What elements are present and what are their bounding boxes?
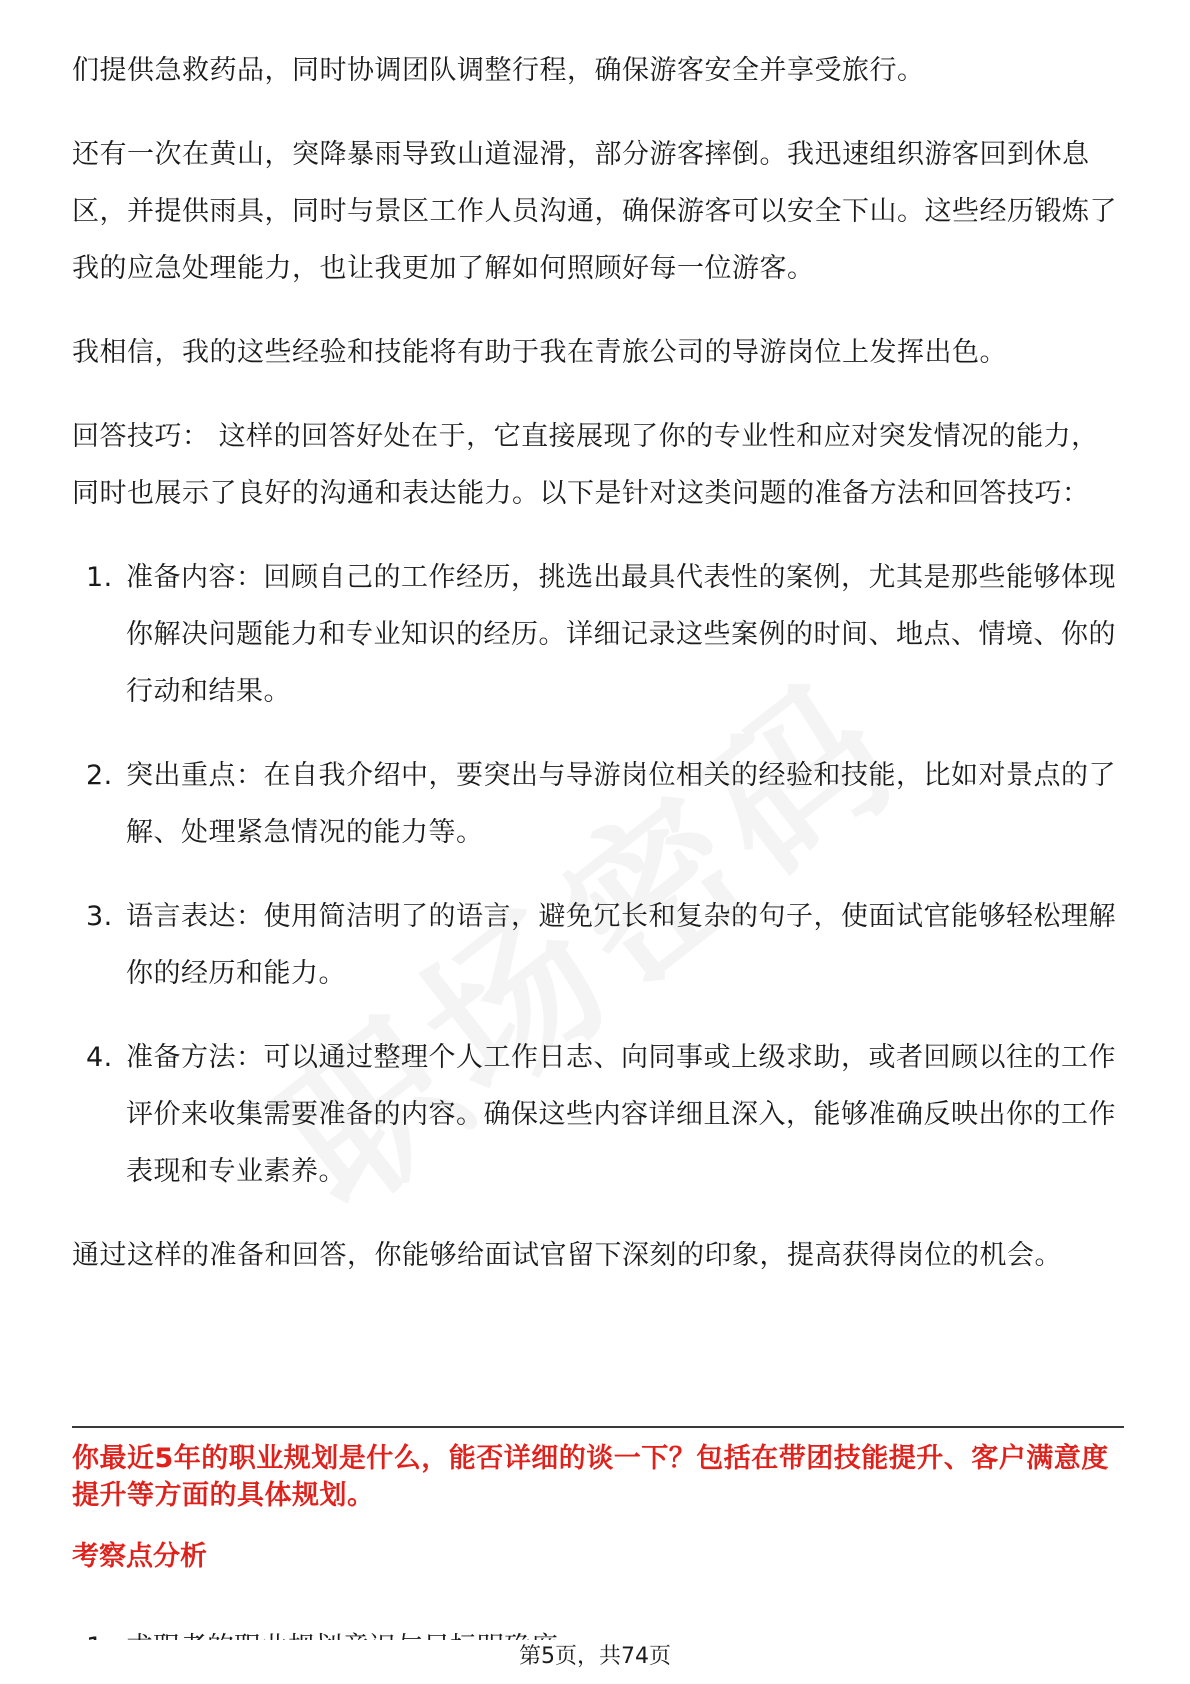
list-item bbox=[72, 1029, 1122, 1200]
list-item-text: 准备内容：回顾自己的工作经历，挑选出最具代表性的案例，尤其是那些能够体现你解决问题能力和专业知识的经历。详细记录这些案例的时间、地点、情境、你的行动和结果。 bbox=[126, 562, 1116, 707]
list-item-number: 4. bbox=[86, 1042, 113, 1073]
paragraph: 还有一次在黄山，突降暴雨导致山道湿滑，部分游客摔倒。我迅速组织游客回到休息区，并提供雨具，同时与景区工作人员沟通，确保游客可以安全下山。这些经历锻炼了我的应急处理能力，也让我更加了解如何照顾好每一位游客。 bbox=[72, 139, 1117, 284]
main-content bbox=[72, 42, 1122, 1311]
list-item-text: 语言表达：使用简洁明了的语言，避免冗长和复杂的句子，使面试官能够轻松理解你的经历和能力。 bbox=[126, 901, 1116, 989]
list-item-number: 3. bbox=[86, 901, 113, 932]
list-item bbox=[72, 888, 1122, 1002]
paragraph: 我相信，我的这些经验和技能将有助于我在青旅公司的导游岗位上发挥出色。 bbox=[72, 337, 1007, 368]
list-item-text: 准备方法：可以通过整理个人工作日志、向同事或上级求助，或者回顾以往的工作评价来收集需要准备的内容。确保这些内容详细且深入，能够准确反映出你的工作表现和专业素养。 bbox=[126, 1042, 1116, 1187]
question-heading: 你最近5年的职业规划是什么，能否详细的谈一下？包括在带团技能提升、客户满意度提升等方面的具体规划。 bbox=[72, 1443, 1109, 1511]
answer-tips-paragraph: 回答技巧： 这样的回答好处在于，它直接展现了你的专业性和应对突发情况的能力，同时也展示了良好的沟通和表达能力。以下是针对这类问题的准备方法和回答技巧： bbox=[72, 421, 1099, 509]
page-number: 第5页，共74页 bbox=[0, 1640, 1190, 1684]
list-item-number: 2. bbox=[86, 760, 113, 791]
tips-list bbox=[72, 549, 1122, 1200]
list-item-text: 突出重点：在自我介绍中，要突出与导游岗位相关的经验和技能，比如对景点的了解、处理紧急情况的能力等。 bbox=[126, 760, 1116, 848]
list-item bbox=[72, 549, 1122, 720]
list-item bbox=[72, 747, 1122, 861]
closing-paragraph: 通过这样的准备和回答，你能够给面试官留下深刻的印象，提高获得岗位的机会。 bbox=[72, 1240, 1062, 1271]
analysis-subheading: 考察点分析 bbox=[72, 1541, 207, 1572]
list-item-number: 1. bbox=[86, 562, 113, 593]
section-divider bbox=[72, 1426, 1124, 1428]
paragraph: 们提供急救药品，同时协调团队调整行程，确保游客安全并享受旅行。 bbox=[72, 55, 925, 86]
